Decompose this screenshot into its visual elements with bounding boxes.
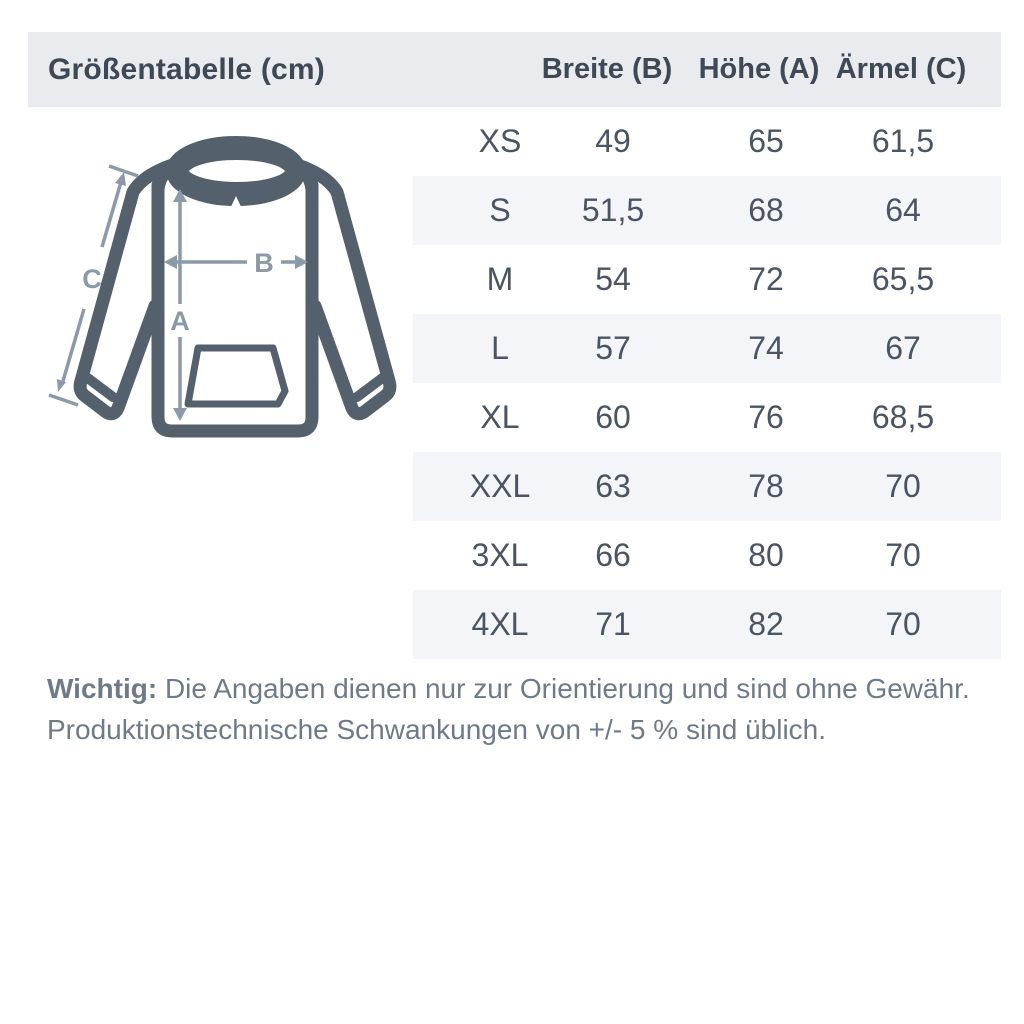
arrowhead-c-up [115,172,126,186]
column-header-aermel: Ärmel (C) [835,53,967,85]
note-line-1 [47,668,977,709]
breite-cell: 63 [595,468,631,504]
hoehe-cell: 65 [748,123,784,159]
page-title: Größentabelle (cm) [48,52,325,86]
note-text-1: Die Angaben dienen nur zur Orientierung und sind ohne Gewähr. [164,673,970,704]
size-cell: M [486,261,514,297]
aermel-cell: 65,5 [871,261,935,297]
arrowhead-b-left [164,255,177,269]
aermel-cell: 70 [885,468,921,504]
size-cell: XS [478,123,522,159]
table-row-xl [413,383,1001,452]
table-row-l [413,314,1001,383]
size-cell: 4XL [471,606,529,642]
table-row-s [413,176,1001,245]
dim-label-a: A [170,306,190,336]
size-table [413,107,1001,659]
note-bold-label: Wichtig: [47,673,158,704]
column-header-hoehe: Höhe (A) [698,53,820,85]
size-cell: L [491,330,509,366]
size-chart-header [28,32,1001,107]
breite-cell: 51,5 [581,192,645,228]
table-row-m [413,245,1001,314]
aermel-cell: 68,5 [871,399,935,435]
table-row-xs [413,107,1001,176]
hood-opening [183,154,291,188]
column-header-breite: Breite (B) [541,53,673,85]
aermel-cell: 70 [885,606,921,642]
breite-cell: 54 [595,261,631,297]
hoehe-cell: 74 [748,330,784,366]
breite-cell: 57 [595,330,631,366]
breite-cell: 60 [595,399,631,435]
kangaroo-pocket [188,348,285,404]
size-cell: XXL [469,468,531,504]
aermel-cell: 64 [885,192,921,228]
hoodie-illustration [45,125,415,445]
size-cell: XL [480,399,520,435]
hoehe-cell: 78 [748,468,784,504]
right-sleeve [288,162,390,414]
table-row-xxl [413,452,1001,521]
aermel-cell: 61,5 [871,123,935,159]
table-row-4xl [413,590,1001,659]
breite-cell: 49 [595,123,631,159]
hoehe-cell: 82 [748,606,784,642]
table-row-3xl [413,521,1001,590]
hoodie-measurement-diagram [45,125,415,445]
size-cell: 3XL [471,537,529,573]
aermel-cell: 70 [885,537,921,573]
hoehe-cell: 72 [748,261,784,297]
size-cell: S [489,192,511,228]
dim-label-b: B [254,248,274,278]
breite-cell: 71 [595,606,631,642]
arrowhead-a-down [173,408,187,421]
dim-label-c: C [82,264,102,294]
hoehe-cell: 68 [748,192,784,228]
hoehe-cell: 76 [748,399,784,435]
arrow-c-tick-bottom [49,395,78,405]
hoehe-cell: 80 [748,537,784,573]
breite-cell: 66 [595,537,631,573]
aermel-cell: 67 [885,330,921,366]
disclaimer-note [47,668,977,750]
note-line-2: Produktionstechnische Schwankungen von +/- 5 % sind üblich. [47,714,827,745]
